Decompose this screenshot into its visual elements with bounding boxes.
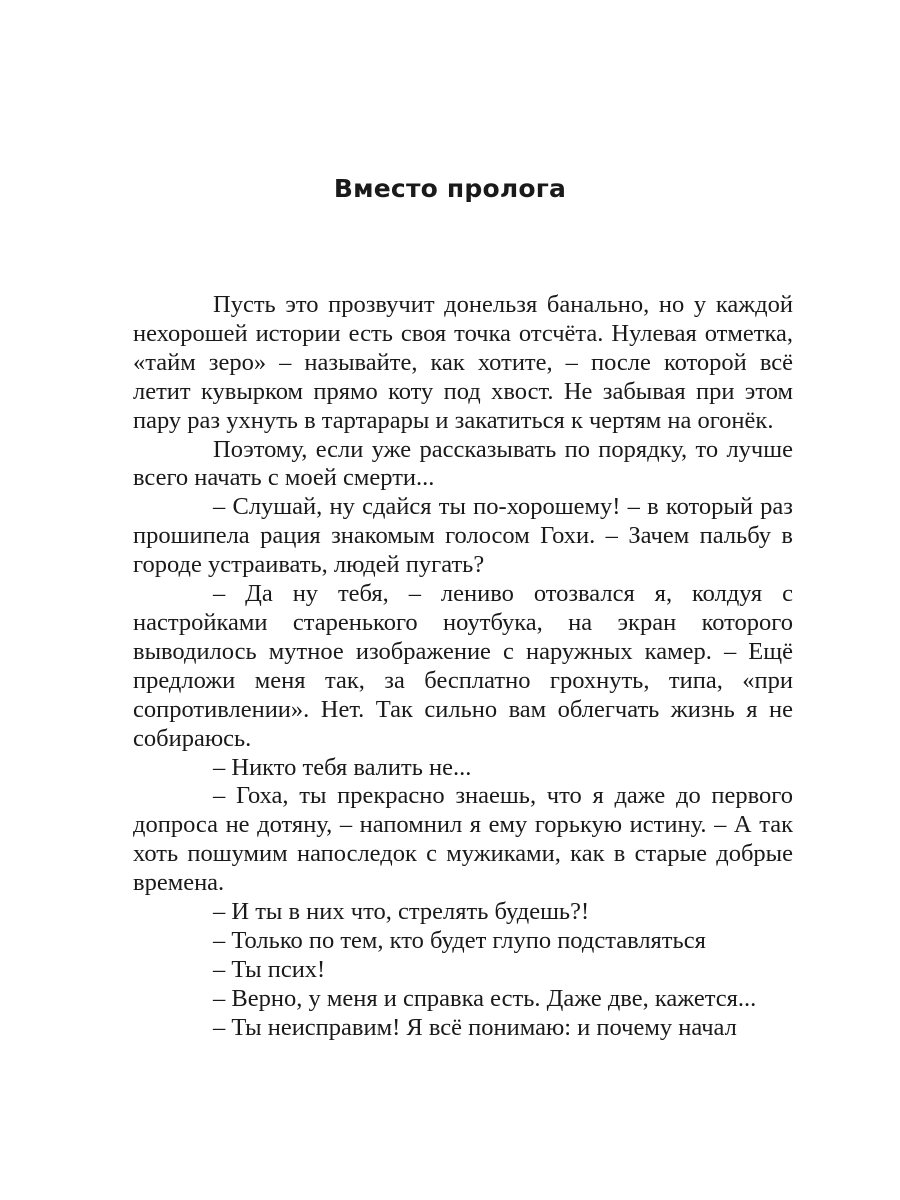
paragraph: – Ты псих! — [213, 955, 326, 983]
paragraph: Поэтому, если уже рассказывать по порядку, то лучше всего начать с моей смерти... — [133, 435, 793, 492]
chapter-body — [133, 291, 793, 1043]
paragraph: – И ты в них что, стрелять будешь?! — [213, 898, 590, 926]
paragraph: – Только по тем, кто будет глупо подставляться — [213, 926, 706, 954]
paragraph: – Никто тебя валить не... — [213, 753, 472, 781]
paragraph: – Ты неисправим! Я всё понимаю: и почему начал — [213, 1013, 737, 1041]
paragraph: Пусть это прозвучит донельзя банально, но у каждой нехорошей истории есть своя точка отсчёта. Нулевая отметка, «тайм зеро» – называйте, как хотите, – после которой всё летит кувырком прямо коту под хвост. Не забывая при этом пару раз ухнуть в тартарары и закатиться к чертям на огонёк. — [133, 291, 793, 434]
paragraph: – Верно, у меня и справка есть. Даже две, кажется... — [213, 984, 757, 1012]
paragraph: – Слушай, ну сдайся ты по-хорошему! – в который раз прошипела рация знакомым голосом Гохи. – Зачем пальбу в городе устраивать, людей пугать? — [133, 493, 793, 579]
chapter-title: Вместо пролога — [333, 174, 567, 203]
paragraph: – Гоха, ты прекрасно знаешь, что я даже до первого допроса не дотяну, – напомнил я ему горькую истину. – А так хоть пошумим напоследок с мужиками, как в старые добрые времена. — [133, 782, 793, 897]
paragraph: – Да ну тебя, – лениво отозвался я, колдуя с настройками старенького ноутбука, на экран которого выводилось мутное изображение с наружных камер. – Ещё предложи меня так, за бесплатно грохнуть, типа, «при сопротивлении». Нет. Так сильно вам облегчать жизнь я не собираюсь. — [133, 580, 793, 752]
